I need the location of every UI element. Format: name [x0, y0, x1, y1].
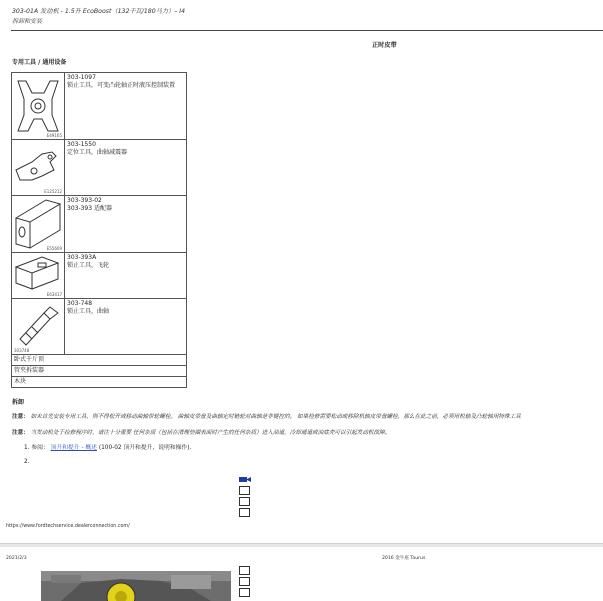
tool-description: 303-393 适配器 — [67, 205, 112, 213]
image-zoom-out-button[interactable] — [239, 577, 250, 586]
section-title: 正时皮带 — [372, 42, 397, 49]
footer-date: 2021/2/3 — [6, 556, 27, 561]
adapter-block-icon — [12, 196, 64, 252]
tool-image-cell — [12, 140, 65, 196]
tools-table — [11, 72, 187, 388]
footer-vehicle: 2016 金牛座 Taurus — [382, 556, 426, 561]
step-number: 2. — [24, 459, 30, 465]
caution-note — [12, 414, 603, 422]
step-prefix: 参阅： — [31, 445, 49, 451]
table-row — [12, 366, 187, 377]
tool-part-number: 303-1097 — [67, 74, 96, 81]
tool-code: E125212 — [44, 188, 62, 194]
footer-url: https://www.fordtechservice.dealerconnection.com/ — [6, 524, 130, 529]
caution-note — [12, 430, 390, 438]
tool-code: E55609 — [46, 245, 62, 251]
tool-code: 303748 — [14, 347, 30, 353]
tool-description-cell — [65, 73, 187, 140]
table-row — [12, 377, 187, 388]
video-camera-icon[interactable] — [239, 476, 251, 483]
tool-part-number: 303-1550 — [67, 141, 96, 148]
table-row — [12, 253, 187, 299]
tool-part-number: 303-748 — [67, 300, 93, 307]
removal-heading: 拆卸 — [12, 399, 25, 406]
crankshaft-damper-tool-icon — [12, 140, 64, 195]
tool-image-cell — [12, 253, 65, 299]
document-header-title: 303-01A 发动机 - 1.5升 EcoBoost（132千瓦/180马力）– I4 — [12, 8, 186, 15]
tool-image-cell — [12, 73, 65, 140]
tool-description-cell — [65, 140, 187, 196]
table-row — [12, 355, 187, 366]
image-zoom-out-button[interactable] — [239, 497, 250, 506]
tools-heading: 专用工具 / 通用设备 — [12, 59, 67, 66]
table-row — [12, 73, 187, 140]
step-number: 1. — [24, 445, 30, 451]
equipment-item: 木块 — [12, 377, 187, 388]
step-suffix: (100-02 顶升和提升，说明和操作). — [98, 445, 192, 451]
engine-photo — [41, 571, 231, 601]
tool-description: 锁止工具，曲轴 — [67, 308, 110, 316]
tool-part-number: 303-393A — [67, 254, 97, 261]
equipment-item: 管夹拆装器 — [12, 366, 187, 377]
procedure-step — [24, 445, 191, 453]
tool-description-cell — [65, 299, 187, 355]
tool-description-cell — [65, 253, 187, 299]
tool-description: 锁止工具，飞轮 — [67, 262, 110, 270]
table-row — [12, 196, 187, 253]
table-row — [12, 140, 187, 196]
tool-image-cell — [12, 196, 65, 253]
note-text: 当发动机处于拉修程序时，请注十分重要 任何杂质（包括在清理垫圈表面时产生的任何杂质）进入油道，冷却通道或油底壳可以引起发动机故障。 — [30, 430, 391, 436]
tool-code: E49165 — [46, 132, 62, 138]
tool-code: E63417 — [46, 291, 62, 297]
image-zoom-in-button[interactable] — [239, 566, 250, 575]
tool-description-cell — [65, 196, 187, 253]
image-fit-button[interactable] — [239, 588, 250, 597]
tool-part-number: 303-393-02 — [67, 197, 102, 204]
procedure-step — [24, 459, 30, 467]
note-label: 注意： — [12, 414, 29, 420]
note-text: 如未首先安装专用工具，则不得松开或移动曲轴带轮螺栓。 曲轴皮带盘及曲轴定时链轮对曲轴是非键控的。 如果检修需要松动或移除机轴皮带盘螺栓，那么在此之前，必须用机轴及凸轮轴用特殊工具 — [30, 414, 521, 420]
reference-link[interactable]: 顶升和提升 - 概述 — [50, 445, 97, 451]
image-viewer-controls — [239, 566, 250, 597]
page-divider — [0, 543, 603, 547]
equipment-item: 卧式千斤顶 — [12, 355, 187, 366]
image-fit-button[interactable] — [239, 508, 250, 517]
tool-description: 锁止工具，可变凸轮轴正时液压控制装置 — [67, 82, 176, 90]
tool-image-cell — [12, 299, 65, 355]
camshaft-locking-tool-icon — [12, 73, 64, 139]
header-rule — [11, 30, 603, 31]
tool-description: 定位工具，曲轴减震器 — [67, 149, 128, 157]
image-zoom-in-button[interactable] — [239, 486, 250, 495]
document-header-subtitle: 拆卸和安装 — [12, 18, 43, 25]
note-label: 注意： — [12, 430, 29, 436]
crankshaft-locking-tool-icon — [12, 299, 64, 354]
image-viewer-controls — [239, 476, 251, 517]
table-row — [12, 299, 187, 355]
